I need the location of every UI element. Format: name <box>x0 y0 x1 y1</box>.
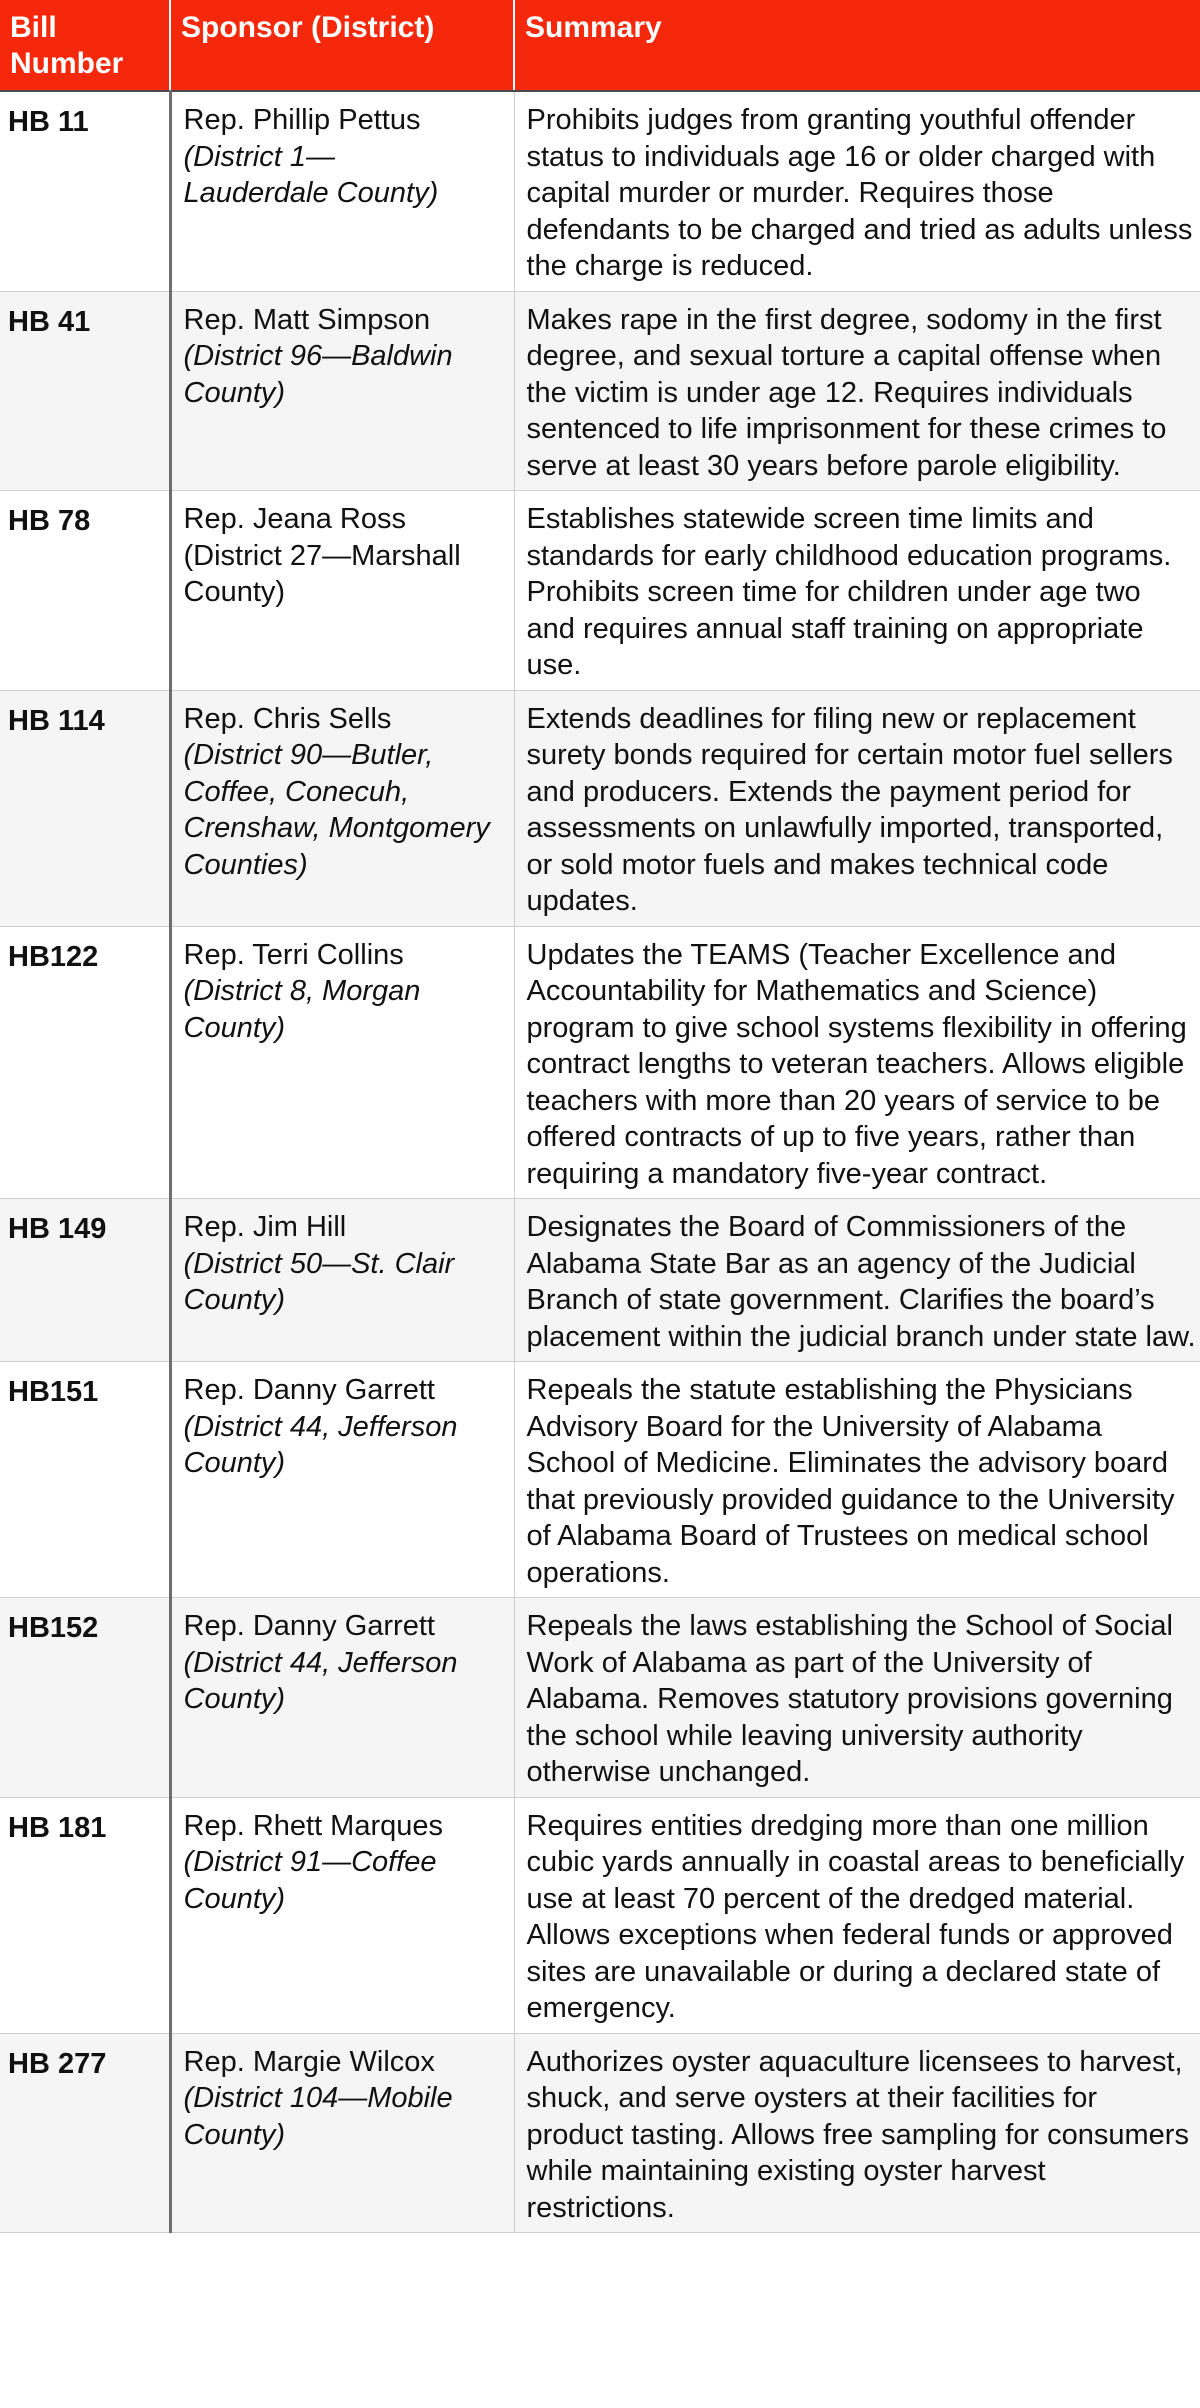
sponsor-name: Rep. Margie Wilcox <box>183 2045 435 2078</box>
sponsor-cell <box>170 1797 514 2033</box>
sponsor-cell <box>170 291 514 491</box>
table-body <box>0 91 1200 2233</box>
sponsor-district: (District 96—Baldwin County) <box>183 340 453 409</box>
sponsor-name: Rep. Jim Hill <box>183 1211 347 1243</box>
summary-cell: Authorizes oyster aquaculture licensees to harvest, shuck, and serve oysters at their facilities for product tasting. Allows free sampling for consumers while maintaining existing oyster harvest restrictions. <box>514 2033 1200 2233</box>
bill-number-cell: HB 277 <box>0 2033 170 2233</box>
table-row <box>0 1598 1200 1798</box>
sponsor-cell <box>170 1598 514 1798</box>
sponsor-cell <box>170 491 514 691</box>
bill-number-header <box>0 0 170 91</box>
bill-number-cell: HB151 <box>0 1362 170 1598</box>
sponsor-district: (District 8, Morgan County) <box>183 975 421 1044</box>
summary-cell: Establishes statewide screen time limits and standards for early childhood education programs. Prohibits screen time for children under age two and requires annual staff training on appropriate use. <box>514 491 1200 691</box>
summary-cell: Repeals the statute establishing the Physicians Advisory Board for the University of Alabama School of Medicine. Eliminates the advisory board that previously provided guidance to the University of Alabama Board of Trustees on medical school operations. <box>514 1362 1200 1598</box>
table-header <box>0 0 1200 91</box>
table-row <box>0 926 1200 1199</box>
bill-number-cell: HB 41 <box>0 291 170 491</box>
bill-number-cell: HB 149 <box>0 1199 170 1362</box>
table-row <box>0 291 1200 491</box>
sponsor-name: Rep. Danny Garrett <box>183 1374 435 1406</box>
sponsor-cell <box>170 926 514 1199</box>
table-row <box>0 491 1200 691</box>
sponsor-name: Rep. Jeana Ross <box>183 503 406 535</box>
bill-number-cell: HB 11 <box>0 91 170 291</box>
sponsor-name: Rep. Danny Garrett <box>183 1610 435 1642</box>
summary-cell: Requires entities dredging more than one million cubic yards annually in coastal areas to beneficially use at least 70 percent of the dredged material. Allows exceptions when federal funds or approved sites are unavailable or during a declared state of emergency. <box>514 1797 1200 2033</box>
summary-cell: Extends deadlines for filing new or replacement surety bonds required for certain motor fuel sellers and producers. Extends the payment period for assessments on unlawfully imported, transported, or sold motor fuels and makes technical code updates. <box>514 690 1200 926</box>
sponsor-district: (District 104—Mobile County) <box>183 2082 453 2151</box>
table-row <box>0 1199 1200 1362</box>
sponsor-district: (District 50—St. Clair County) <box>183 1247 455 1316</box>
sponsor-district: (District 27—Marshall County) <box>183 539 461 608</box>
sponsor-district: (District 1— Lauderdale County) <box>183 140 439 209</box>
sponsor-cell <box>170 91 514 291</box>
table-row <box>0 2033 1200 2233</box>
sponsor-name: Rep. Chris Sells <box>183 702 392 735</box>
table-row <box>0 1362 1200 1598</box>
bill-number-cell: HB 114 <box>0 690 170 926</box>
sponsor-header: Sponsor (District) <box>170 0 514 91</box>
sponsor-cell <box>170 1362 514 1598</box>
summary-cell: Makes rape in the first degree, sodomy in the first degree, and sexual torture a capital offense when the victim is under age 12. Requires individuals sentenced to life imprisonment for these crimes to serve at least 30 years before parole eligibility. <box>514 291 1200 491</box>
bill-number-cell: HB152 <box>0 1598 170 1798</box>
sponsor-district: (District 44, Jefferson County) <box>183 1410 458 1479</box>
bill-number-cell: HB 181 <box>0 1797 170 2033</box>
bill-number-cell: HB 78 <box>0 491 170 691</box>
summary-cell: Designates the Board of Commissioners of the Alabama State Bar as an agency of the Judicial Branch of state government. Clarifies the board’s placement within the judicial branch under state law. <box>514 1199 1200 1362</box>
summary-header: Summary <box>514 0 1200 91</box>
sponsor-district: (District 90—Butler, Coffee, Conecuh, Crenshaw, Montgomery Counties) <box>183 739 490 881</box>
sponsor-name: Rep. Matt Simpson <box>183 303 431 336</box>
bill-number-header-line2: Number <box>10 47 124 80</box>
summary-cell: Prohibits judges from granting youthful offender status to individuals age 16 or older charged with capital murder or murder. Requires those defendants to be charged and tried as adults unless the charge is reduced. <box>514 91 1200 291</box>
sponsor-cell <box>170 690 514 926</box>
sponsor-name: Rep. Phillip Pettus <box>183 104 421 136</box>
sponsor-district: (District 44, Jefferson County) <box>183 1646 458 1715</box>
bill-number-cell: HB122 <box>0 926 170 1199</box>
table-row <box>0 91 1200 291</box>
sponsor-district: (District 91—Coffee County) <box>183 1846 437 1915</box>
sponsor-cell <box>170 2033 514 2233</box>
summary-cell: Repeals the laws establishing the School of Social Work of Alabama as part of the University of Alabama. Removes statutory provisions governing the school while leaving university authority otherwise unchanged. <box>514 1598 1200 1798</box>
sponsor-cell <box>170 1199 514 1362</box>
sponsor-name: Rep. Rhett Marques <box>183 1809 444 1842</box>
table-row <box>0 1797 1200 2033</box>
sponsor-name: Rep. Terri Collins <box>183 938 404 971</box>
bill-number-header-line1: Bill <box>10 11 57 44</box>
header-row <box>0 0 1200 91</box>
summary-cell: Updates the TEAMS (Teacher Excellence and Accountability for Mathematics and Science) program to give school systems flexibility in offering contract lengths to veteran teachers. Allows eligible teachers with more than 20 years of service to be offered contracts of up to five years, rather than requiring a mandatory five-year contract. <box>514 926 1200 1199</box>
table-row <box>0 690 1200 926</box>
